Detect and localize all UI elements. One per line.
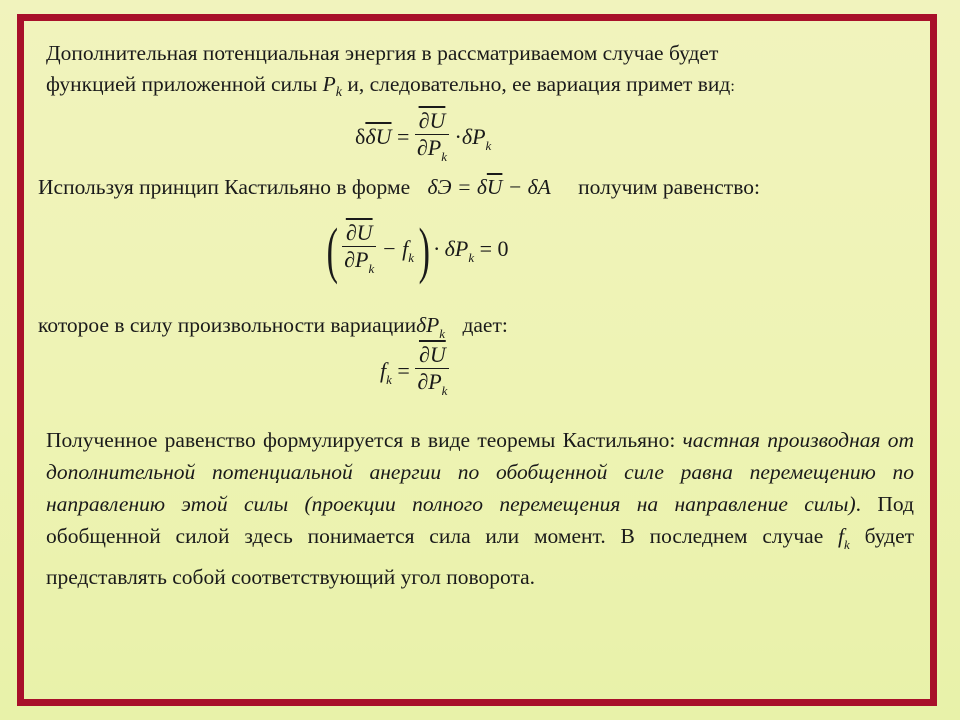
fk-inline-symbol: $f_k$: [838, 524, 850, 552]
fraction-dU-dPk: [415, 108, 449, 170]
delta-pk-symbol: $\delta P_k$: [416, 313, 446, 341]
fraction2-numerator: ∂U: [342, 220, 376, 247]
right-paren: ): [418, 217, 430, 285]
intro-paragraph: [46, 38, 914, 108]
theorem-text-c: будет представлять собой соответствующий угол поворота.: [46, 524, 915, 589]
castigliano-equation: [326, 217, 509, 285]
equals-sign: =: [397, 124, 410, 150]
equals-zero: = 0: [479, 236, 509, 262]
force-symbol: $P_k$: [322, 72, 342, 100]
castigliano-formula: $\delta Э = \delta\overline{U} - \delta A$: [427, 175, 551, 199]
theorem-text-b: . Под обобщенной силой здесь понимается сила или момент. В последнем случае: [46, 492, 914, 548]
intro-colon: :: [730, 78, 735, 95]
equals-sign-3: =: [397, 358, 410, 384]
fraction3: [415, 342, 449, 404]
fraction2: [342, 220, 376, 282]
fraction3-numerator: ∂U: [415, 342, 449, 369]
left-paren: (: [326, 217, 339, 285]
delta-pk: $\delta P_k$: [461, 124, 492, 154]
intro-line-2b: и, следовательно, ее вариация примет вид: [347, 72, 731, 96]
castigliano-text-a: Используя принцип Кастильяно в форме: [38, 175, 411, 199]
fraction-denominator: $\partial P_k$: [416, 135, 448, 164]
variation-formula: [355, 108, 491, 170]
arbitrary-text-a: которое в силу произвольности вариации: [38, 313, 417, 337]
fraction2-denominator: $\partial P_k$: [344, 247, 375, 276]
castigliano-text-b: получим равенство:: [578, 175, 760, 199]
arbitrary-text-b: дает:: [462, 313, 508, 337]
result-formula: [380, 342, 449, 404]
dot-operator: ·: [454, 124, 462, 150]
theorem-statement: частная производная от дополнительной потенциальной анергии по обобщенной силе равна перемещению по направлению этой силы (проекции полного перемещения на направление силы): [46, 428, 914, 516]
theorem-paragraph: [46, 424, 914, 593]
fraction-numerator: ∂U: [415, 108, 449, 135]
intro-line-1: Дополнительная потенциальная энергия в рассматриваемом случае будет: [46, 41, 719, 65]
castigliano-line: [38, 172, 918, 203]
fk-symbol: $f_k$: [380, 358, 392, 388]
theorem-text-a: Полученное равенство формулируется в виде теоремы Кастильяно:: [46, 428, 676, 452]
intro-line-2a: функцией приложенной силы: [46, 72, 318, 96]
minus-fk: − $f_k$: [381, 236, 414, 266]
fraction3-denominator: $\partial P_k$: [417, 369, 448, 398]
lhs-delta-u: $\delta\overline{\delta U}$: [355, 124, 392, 150]
times-delta-pk: · $\delta P_k$: [433, 236, 475, 266]
